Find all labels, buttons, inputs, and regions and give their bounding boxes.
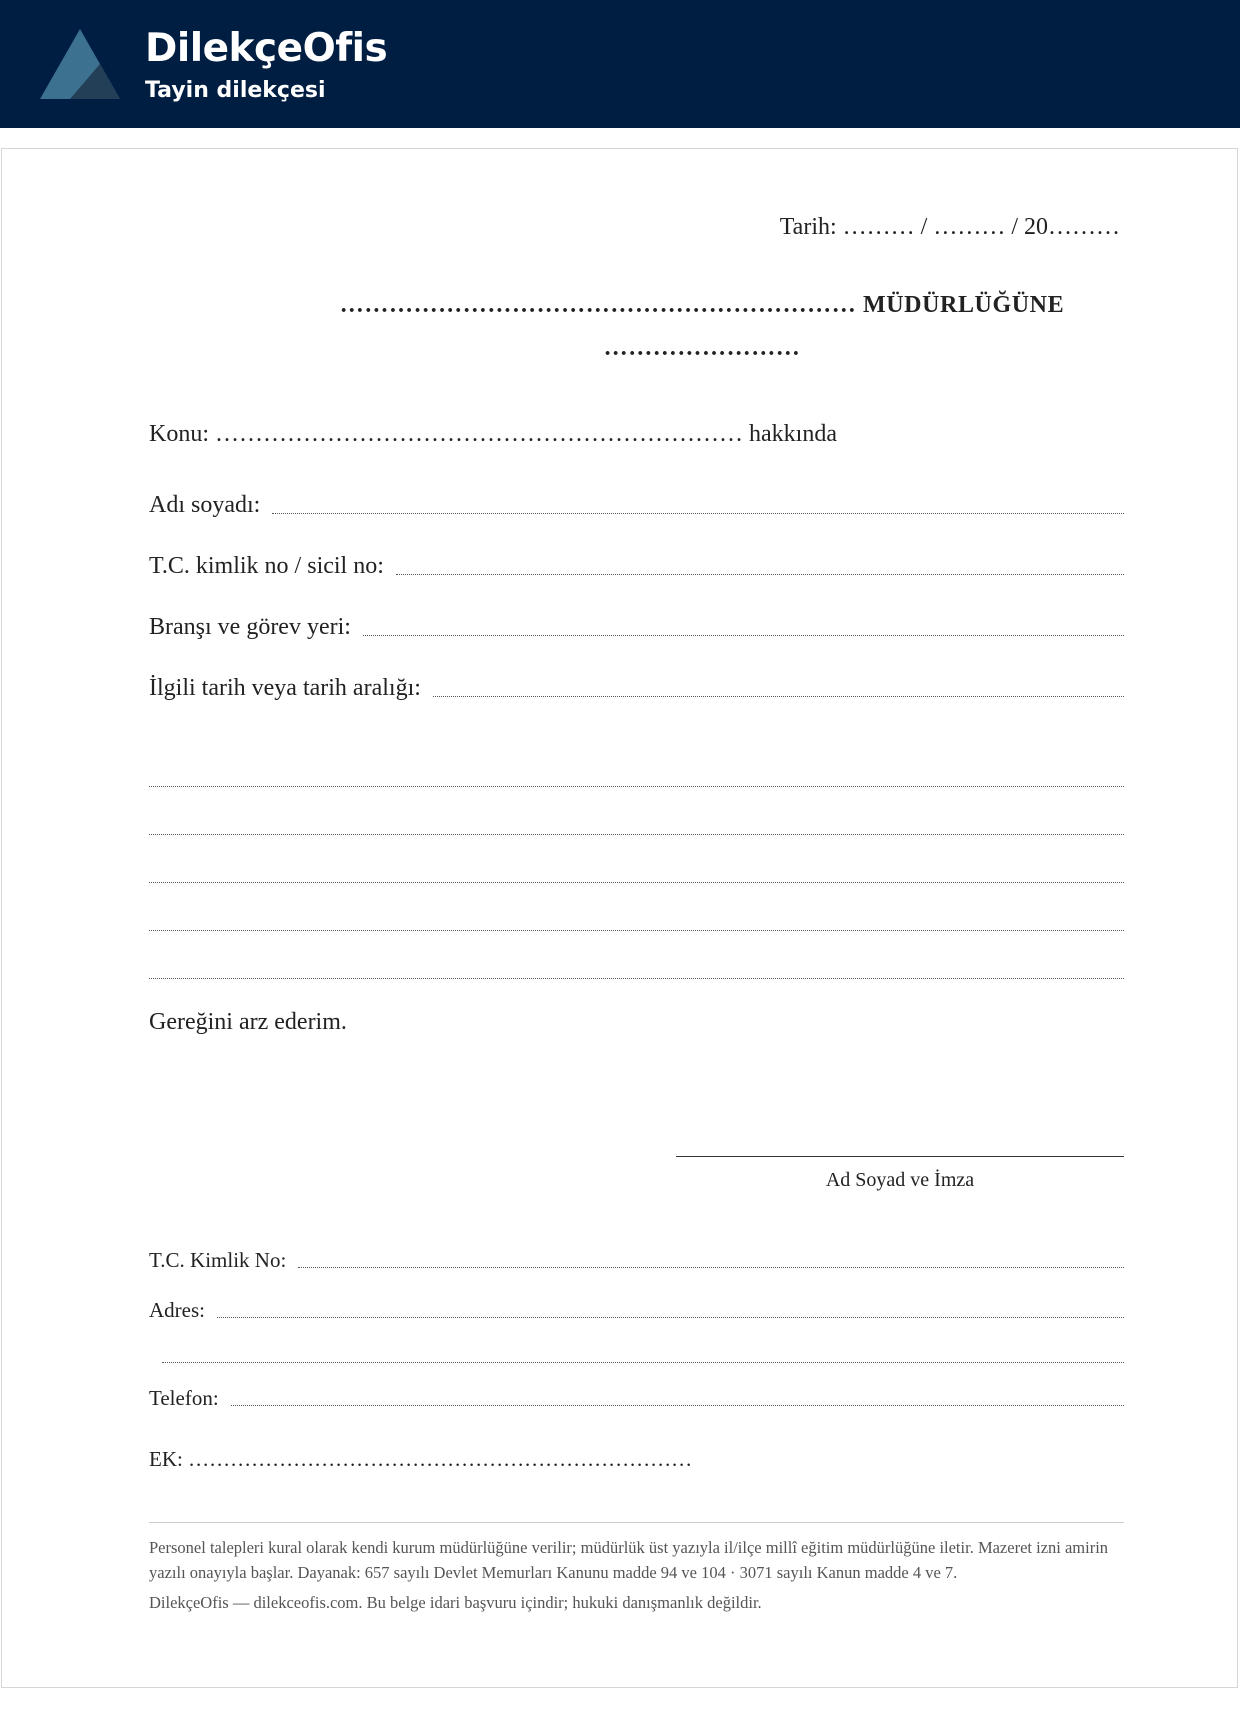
field-label: Adres: — [149, 1298, 205, 1322]
body-line[interactable] — [149, 786, 1124, 787]
fill-line — [396, 573, 1124, 575]
addressee-line-1: ……………………………………………………… MÜDÜRLÜĞÜNE — [339, 292, 1065, 318]
triangle-logo-icon — [40, 29, 120, 99]
app-header — [0, 0, 1240, 128]
body-line[interactable] — [149, 930, 1124, 931]
body-line[interactable] — [149, 834, 1124, 835]
name-field[interactable] — [149, 489, 1124, 519]
brand-name: DilekçeOfis — [145, 26, 388, 71]
address-field[interactable] — [149, 1295, 1124, 1323]
address-line-2[interactable] — [162, 1362, 1124, 1363]
date-line: Tarih: ……… / ……… / 20……… — [779, 214, 1120, 240]
signature-label: Ad Soyad ve İmza — [825, 1169, 975, 1191]
field-label: Branşı ve görev yeri: — [149, 614, 351, 640]
document-type: Tayin dilekçesi — [145, 78, 326, 103]
tc-id-field[interactable] — [149, 1245, 1124, 1273]
field-label: Adı soyadı: — [149, 492, 261, 518]
subject-line: Konu: ………………………………………………………… hakkında — [149, 421, 837, 447]
body-line[interactable] — [149, 882, 1124, 883]
field-label: T.C. kimlik no / sicil no: — [149, 553, 384, 579]
signature-line[interactable] — [676, 1156, 1124, 1157]
phone-field[interactable] — [149, 1383, 1124, 1411]
attachment-line: EK: ……………………………………………………………… — [149, 1447, 693, 1471]
petition-page — [1, 148, 1238, 1688]
branch-field[interactable] — [149, 611, 1124, 641]
fill-line — [272, 512, 1124, 514]
addressee-line-2: …………………… — [603, 335, 801, 361]
field-label: İlgili tarih veya tarih aralığı: — [149, 675, 421, 701]
fill-line — [217, 1316, 1124, 1318]
fill-line — [363, 634, 1124, 636]
id-number-field[interactable] — [149, 550, 1124, 580]
fill-line — [298, 1266, 1124, 1268]
field-label: T.C. Kimlik No: — [149, 1248, 287, 1272]
date-range-field[interactable] — [149, 672, 1124, 702]
disclaimer: DilekçeOfis — dilekceofis.com. Bu belge idari başvuru içindir; hukuki danışmanlık değildir. — [149, 1593, 762, 1612]
legal-note: Personel talepleri kural olarak kendi kurum müdürlüğüne verilir; müdürlük üst yazıyla il/ilçe millî eğitim müdürlüğüne iletir. Mazeret izni amirin yazılı onayıyla başlar. Dayanak: 657 sayılı Devlet Memurları Kanunu madde 94 ve 104 · 3071 sayılı Kanun madde 4 ve 7. — [149, 1538, 1109, 1582]
fill-line — [433, 695, 1124, 697]
body-line[interactable] — [149, 978, 1124, 979]
footer-divider — [149, 1522, 1124, 1523]
closing-text: Gereğini arz ederim. — [149, 1009, 347, 1035]
fill-line — [231, 1404, 1124, 1406]
footer-notes — [149, 1535, 1129, 1615]
field-label: Telefon: — [149, 1386, 219, 1410]
